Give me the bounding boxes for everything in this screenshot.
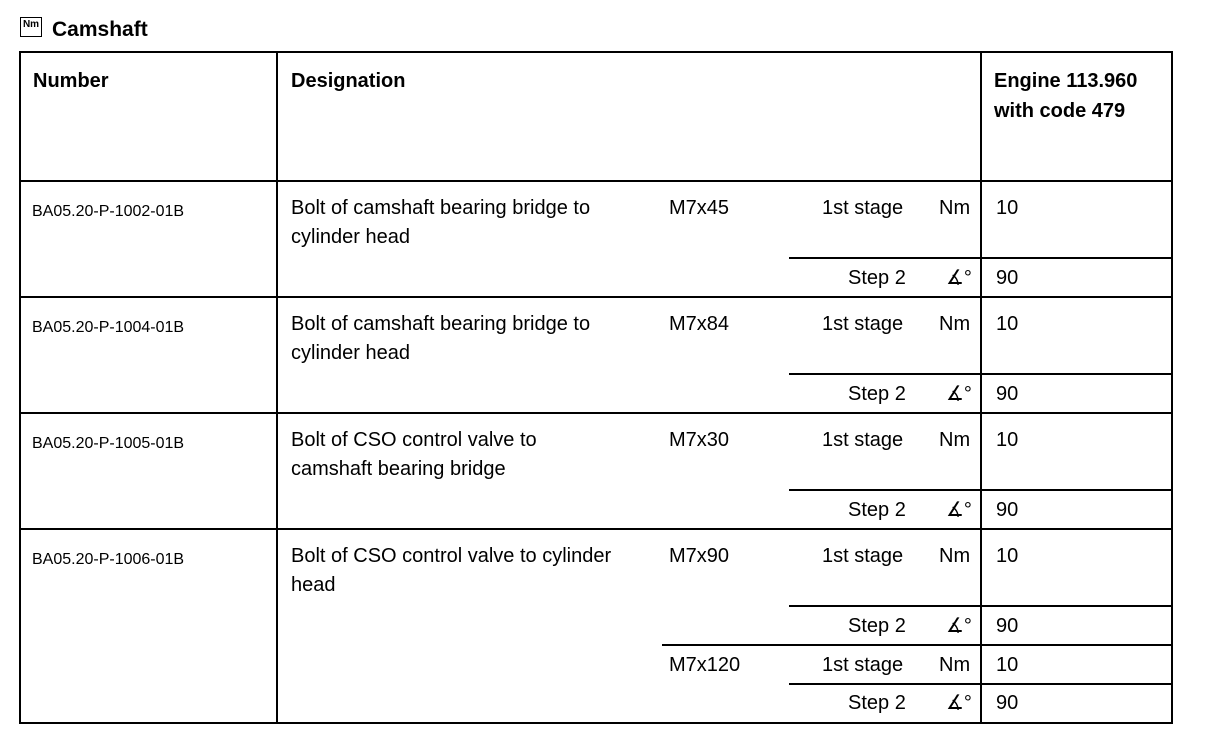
column-header-engine-line1: Engine 113.960 xyxy=(994,70,1138,92)
section-heading xyxy=(20,16,148,44)
row-designation-line2: cylinder head xyxy=(291,226,410,248)
row-designation-line2: camshaft bearing bridge xyxy=(291,458,506,480)
stage-unit: ∡° xyxy=(946,267,972,289)
stage-value: 90 xyxy=(996,615,1019,637)
size-divider xyxy=(662,644,1173,646)
stage-label: Step 2 xyxy=(848,383,906,405)
row-divider xyxy=(19,412,1173,414)
stage-label: Step 2 xyxy=(848,615,906,637)
stage-unit: Nm xyxy=(939,654,971,676)
stage-value: 90 xyxy=(996,692,1019,714)
stage-value: 10 xyxy=(996,197,1019,219)
stage-unit: ∡° xyxy=(946,615,972,637)
row-designation-line2: cylinder head xyxy=(291,342,410,364)
row-divider xyxy=(19,528,1173,530)
row-designation-line2: head xyxy=(291,574,336,596)
row-bolt-size: M7x84 xyxy=(669,313,730,335)
stage-value: 90 xyxy=(996,267,1019,289)
stage-label: 1st stage xyxy=(822,197,904,219)
stage-value: 90 xyxy=(996,383,1019,405)
row-bolt-size: M7x30 xyxy=(669,429,730,451)
stage-unit: Nm xyxy=(939,429,971,451)
stage-value: 10 xyxy=(996,545,1019,567)
stage-unit: Nm xyxy=(939,313,971,335)
row-number: BA05.20-P-1006-01B xyxy=(32,551,185,568)
row-designation-line1: Bolt of CSO control valve to cylinder xyxy=(291,545,612,567)
stage-label: 1st stage xyxy=(822,545,904,567)
stage-label: 1st stage xyxy=(822,654,904,676)
table-border-top xyxy=(19,51,1173,53)
column-divider xyxy=(980,51,982,723)
row-divider xyxy=(19,296,1173,298)
stage-label: 1st stage xyxy=(822,313,904,335)
torque-table xyxy=(19,51,1173,751)
stage-unit: Nm xyxy=(939,545,971,567)
stage-label: Step 2 xyxy=(848,692,906,714)
column-divider xyxy=(276,51,278,723)
row-number: BA05.20-P-1004-01B xyxy=(32,319,185,336)
torque-nm-icon: Nm xyxy=(20,17,42,37)
row-bolt-size: M7x120 xyxy=(669,654,741,676)
table-border-bottom xyxy=(19,722,1173,724)
stage-value: 90 xyxy=(996,499,1019,521)
stage-unit: Nm xyxy=(939,197,971,219)
section-title: Camshaft xyxy=(52,18,148,41)
row-number: BA05.20-P-1005-01B xyxy=(32,435,185,452)
table-border-left xyxy=(19,51,21,723)
stage-label: Step 2 xyxy=(848,267,906,289)
stage-unit: ∡° xyxy=(946,692,972,714)
stage-unit: ∡° xyxy=(946,499,972,521)
row-designation-line1: Bolt of camshaft bearing bridge to xyxy=(291,197,591,219)
row-bolt-size: M7x90 xyxy=(669,545,730,567)
row-designation-line1: Bolt of camshaft bearing bridge to xyxy=(291,313,591,335)
row-number: BA05.20-P-1002-01B xyxy=(32,203,185,220)
header-bottom-rule xyxy=(19,180,1173,182)
row-bolt-size: M7x45 xyxy=(669,197,730,219)
stage-value: 10 xyxy=(996,313,1019,335)
stage-value: 10 xyxy=(996,429,1019,451)
column-header-engine-line2: with code 479 xyxy=(994,100,1126,122)
stage-value: 10 xyxy=(996,654,1019,676)
stage-label: 1st stage xyxy=(822,429,904,451)
row-designation-line1: Bolt of CSO control valve to xyxy=(291,429,537,451)
column-header-number: Number xyxy=(33,70,109,92)
stage-label: Step 2 xyxy=(848,499,906,521)
stage-unit: ∡° xyxy=(946,383,972,405)
column-header-designation: Designation xyxy=(291,70,406,92)
table-border-right xyxy=(1171,51,1173,723)
